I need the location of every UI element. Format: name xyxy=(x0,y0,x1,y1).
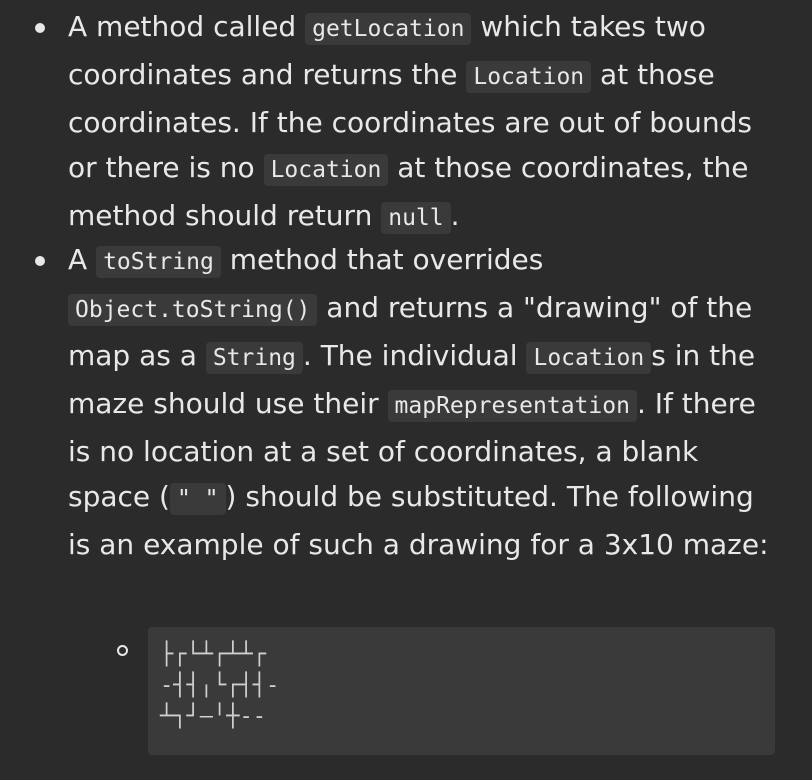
code-null: null xyxy=(381,202,450,234)
code-location: Location xyxy=(466,61,591,93)
text-segment: A xyxy=(68,243,97,276)
code-object-to-string: Object.toString() xyxy=(68,294,317,326)
hollow-circle-bullet-icon xyxy=(117,645,128,656)
text-segment: . If there is no location at a set of coordinates, a blank space ( xyxy=(68,387,756,513)
bullet-text xyxy=(68,10,752,232)
code-get-location: getLocation xyxy=(305,13,471,45)
sub-list-item-maze-example xyxy=(0,627,812,755)
text-segment: s in the maze should use their xyxy=(68,339,756,420)
bullet-item-to-string xyxy=(0,237,812,567)
text-segment: and returns a "drawing" of the map as a xyxy=(68,291,753,372)
code-string: String xyxy=(206,342,303,374)
text-segment: at those coordinates. If the coordinates are out of bounds or there is no xyxy=(68,58,753,184)
maze-code-block xyxy=(148,627,775,755)
text-segment: which takes two coordinates and returns the xyxy=(68,10,706,91)
text-segment: A method called xyxy=(68,10,306,43)
text-segment: . xyxy=(450,199,460,232)
code-location: Location xyxy=(264,154,389,186)
bullet-dot-icon xyxy=(35,23,45,33)
code-to-string: toString xyxy=(96,246,221,278)
code-location: Location xyxy=(526,342,651,374)
code-blank-space: " " xyxy=(170,483,226,515)
text-segment: method that overrides xyxy=(220,243,544,276)
bullet-item-get-location xyxy=(0,4,812,241)
text-segment: . The individual xyxy=(302,339,527,372)
maze-drawing: ├┌└┴┌┴┴┌ -┤┤╷└┌┤┤- ┴┐┘—╵┼-- xyxy=(160,642,280,729)
bullet-dot-icon xyxy=(35,256,45,266)
code-map-representation: mapRepresentation xyxy=(388,390,637,422)
bullet-text xyxy=(68,243,769,561)
text-segment: at those coordinates, the method should return xyxy=(68,151,749,232)
text-segment: ) should be substituted. The following is an example of such a drawing for a 3x10 maze: xyxy=(68,480,769,561)
